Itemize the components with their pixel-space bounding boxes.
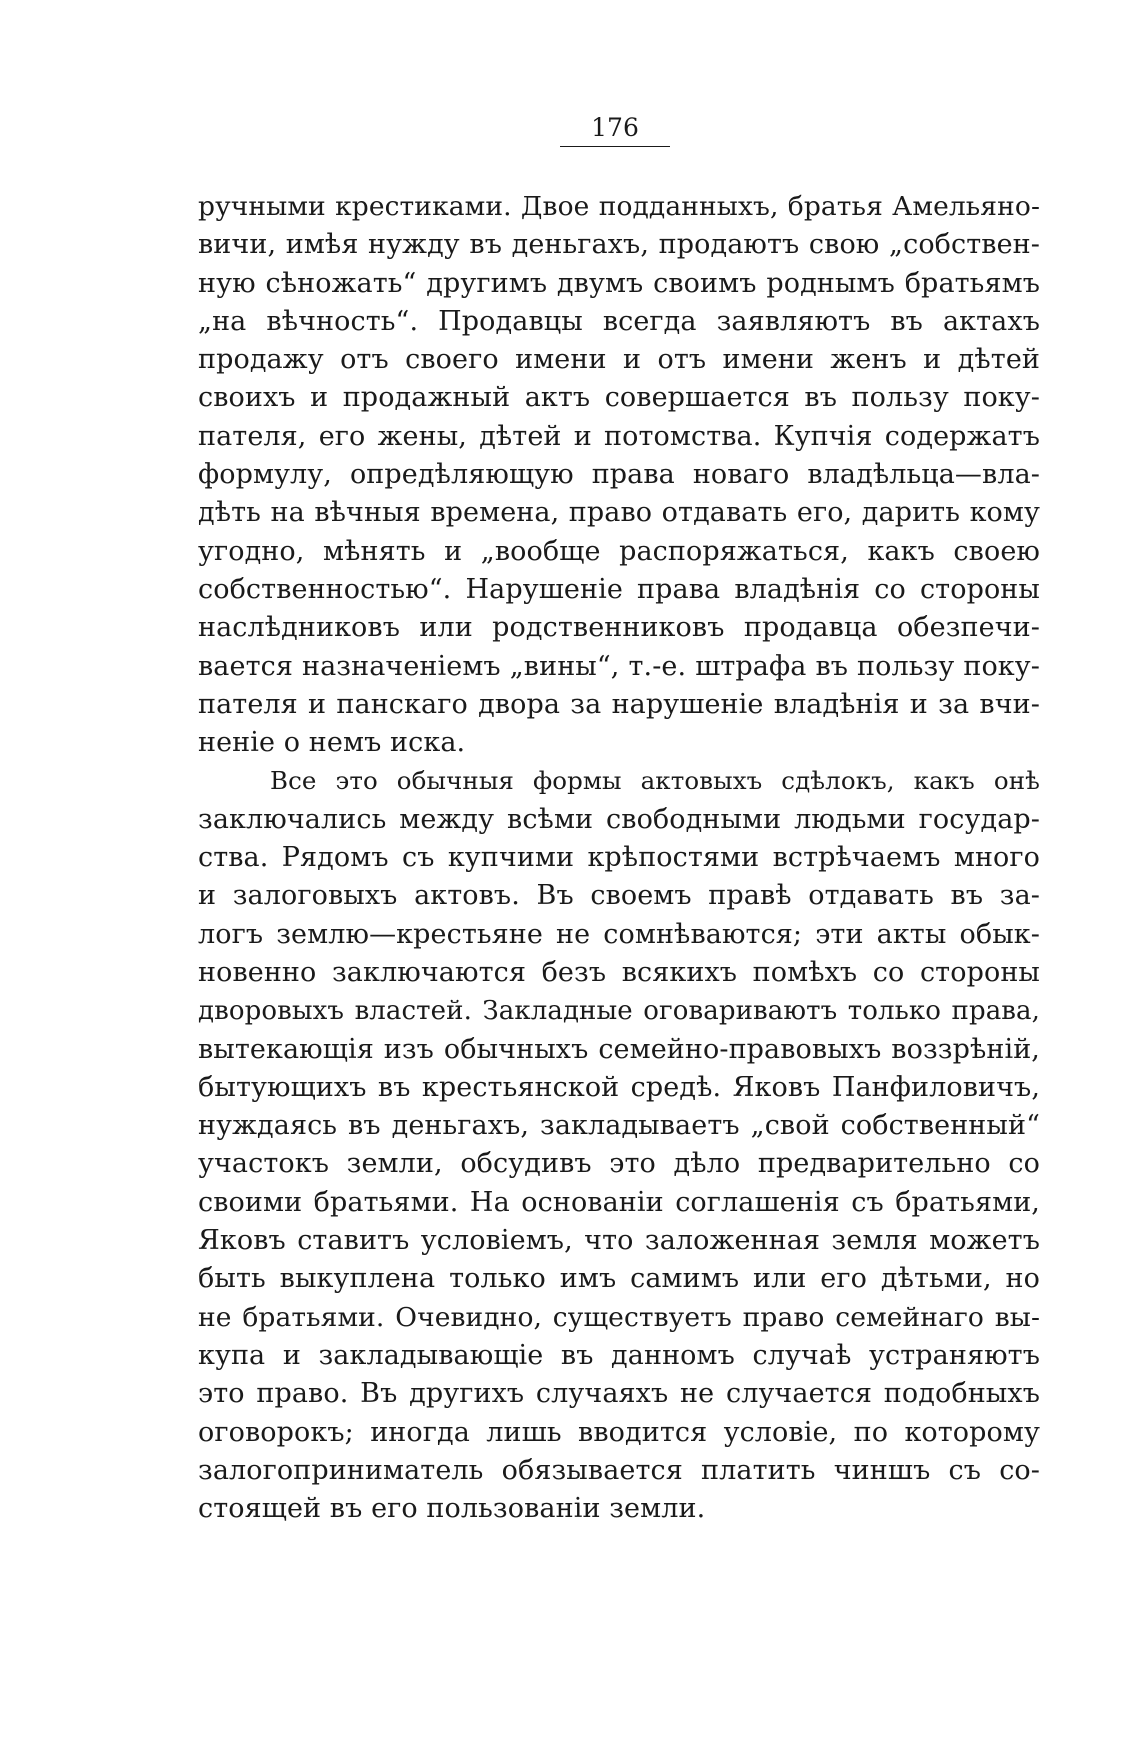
text-line: „на вѣчность“. Продавцы всегда заявляютъ въ актахъ bbox=[198, 305, 1040, 337]
text-line: новенно заключаются безъ всякихъ помѣхъ со стороны bbox=[198, 956, 1040, 988]
text-line: это право. Въ другихъ случаяхъ не случается подобныхъ bbox=[198, 1378, 1040, 1410]
text-line: собственностью“. Нарушеніе права владѣнія со стороны bbox=[198, 573, 1040, 605]
text-line: нуждаясь въ деньгахъ, закладываетъ „свой собственный“ bbox=[198, 1110, 1040, 1142]
text-line: купа и закладывающіе въ данномъ случаѣ устраняютъ bbox=[198, 1339, 1040, 1371]
page-number: 176 bbox=[560, 112, 670, 147]
text-line: не братьями. Очевидно, существуетъ право семейнаго вы- bbox=[198, 1301, 1040, 1333]
text-line: быть выкуплена только имъ самимъ или его дѣтьми, но bbox=[198, 1263, 1040, 1295]
text-line: своихъ и продажный актъ совершается въ пользу поку- bbox=[198, 382, 1040, 414]
text-line: неніе о немъ иска. bbox=[198, 727, 466, 759]
text-line: угодно, мѣнять и „вообще распоряжаться, какъ своею bbox=[198, 535, 1040, 567]
text-line: дворовыхъ властей. Закладные оговариваютъ только права, bbox=[198, 996, 1040, 1027]
text-line: вичи, имѣя нужду въ деньгахъ, продаютъ свою „собствен- bbox=[198, 229, 1040, 261]
text-line: наслѣдниковъ или родственниковъ продавца обезпечи- bbox=[198, 612, 1040, 644]
text-line: залогоприниматель обязывается платить чиншъ съ со- bbox=[198, 1454, 1040, 1486]
text-line: вытекающія изъ обычныхъ семейно-правовыхъ воззрѣній, bbox=[198, 1033, 1040, 1065]
paragraph-2 bbox=[198, 762, 1040, 1528]
body-text bbox=[198, 188, 1040, 1528]
text-line: Все это обычныя формы актовыхъ сдѣлокъ, какъ онѣ bbox=[270, 766, 1040, 796]
text-line: бытующихъ въ крестьянской средѣ. Яковъ Панфиловичъ, bbox=[198, 1071, 1040, 1103]
text-line: оговорокъ; иногда лишь вводится условіе, по которому bbox=[198, 1416, 1040, 1448]
text-line: пателя, его жены, дѣтей и потомства. Купчія содержатъ bbox=[198, 420, 1040, 452]
text-line: логъ землю—крестьяне не сомнѣваются; эти акты обык- bbox=[198, 918, 1040, 950]
paragraph-1 bbox=[198, 188, 1040, 762]
text-line: своими братьями. На основаніи соглашенія съ братьями, bbox=[198, 1186, 1040, 1218]
text-line: формулу, опредѣляющую права новаго владѣльца—вла- bbox=[198, 459, 1040, 491]
text-line: дѣть на вѣчныя времена, право отдавать его, дарить кому bbox=[198, 497, 1040, 529]
text-line: Яковъ ставитъ условіемъ, что заложенная земля можетъ bbox=[198, 1225, 1040, 1257]
text-line: участокъ земли, обсудивъ это дѣло предварительно со bbox=[198, 1148, 1040, 1180]
text-line: вается назначеніемъ „вины“, т.-е. штрафа въ пользу поку- bbox=[198, 650, 1040, 682]
text-line: пателя и панскаго двора за нарушеніе владѣнія и за вчи- bbox=[198, 688, 1040, 720]
text-line: и залоговыхъ актовъ. Въ своемъ правѣ отдавать въ за- bbox=[198, 880, 1040, 912]
text-line: продажу отъ своего имени и отъ имени женъ и дѣтей bbox=[198, 344, 1040, 376]
text-line: стоящей въ его пользованіи земли. bbox=[198, 1493, 706, 1525]
text-line: ную сѣножать“ другимъ двумъ своимъ роднымъ братьямъ bbox=[198, 267, 1040, 299]
text-line: ства. Рядомъ съ купчими крѣпостями встрѣчаемъ много bbox=[198, 842, 1040, 874]
text-line: ручными крестиками. Двое подданныхъ, братья Амельяно- bbox=[198, 191, 1040, 222]
text-line: заключались между всѣми свободными людьми государ- bbox=[198, 803, 1040, 835]
